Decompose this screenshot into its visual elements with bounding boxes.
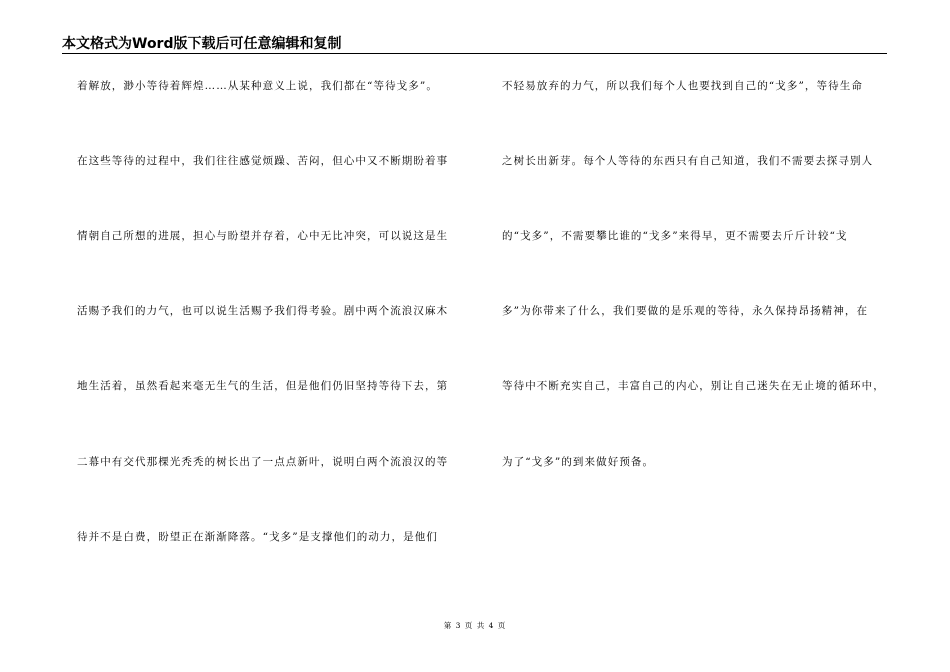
page-header — [62, 34, 887, 54]
paragraph-line: 在这些等待的过程中，我们往往感觉烦躁、苦闷，但心中又不断期盼着事 — [77, 155, 449, 167]
paragraph-line: 二幕中有交代那棵光秃秃的树长出了一点点新叶，说明白两个流浪汉的等 — [77, 456, 449, 468]
paragraph-line: 之树长出新芽。每个人等待的东西只有自己知道，我们不需要去探寻别人 — [502, 155, 874, 167]
paragraph-line: 多”为你带来了什么，我们要做的是乐观的等待，永久保持昂扬精神，在 — [502, 305, 869, 317]
paragraph-line: 地生活着，虽然看起来毫无生气的生活，但是他们仍旧坚持等待下去，第 — [77, 380, 449, 392]
page-number: 第 3 页 共 4 页 — [443, 621, 507, 630]
paragraph-line: 的“戈多”，不需要攀比谁的“戈多”来得早，更不需要去斤斤计较“戈 — [502, 230, 848, 242]
paragraph-line: 为了“戈多”的到来做好预备。 — [502, 456, 655, 468]
header-divider — [62, 53, 887, 54]
paragraph-line: 着解放，渺小等待着辉煌……从某种意义上说，我们都在“等待戈多”。 — [77, 80, 438, 92]
paragraph-line: 等待中不断充实自己，丰富自己的内心，别让自己迷失在无止境的循环中， — [502, 380, 885, 392]
paragraph-line: 情朝自己所想的进展，担心与盼望并存着，心中无比冲突，可以说这是生 — [77, 230, 449, 242]
paragraph-line: 不轻易放弃的力气，所以我们每个人也要找到自己的“戈多”，等待生命 — [502, 80, 863, 92]
document-title: 本文格式为Word版下载后可任意编辑和复制 — [62, 36, 342, 52]
paragraph-line: 活赐予我们的力气，也可以说生活赐予我们得考验。剧中两个流浪汉麻木 — [77, 305, 449, 317]
paragraph-line: 待并不是白费，盼望正在渐渐降落。“戈多”是支撑他们的动力，是他们 — [77, 531, 438, 543]
